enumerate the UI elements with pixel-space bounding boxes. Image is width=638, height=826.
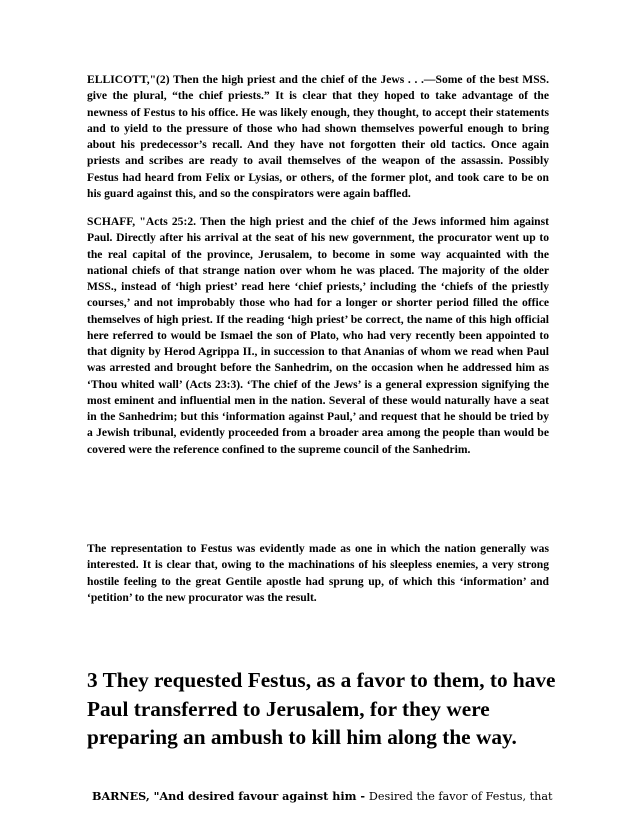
ellicott-commentary: ELLICOTT,"(2) Then the high priest and the chief of the Jews . . .—Some of the best MSS. give the plural, “the chief priests.” It is clear that they hoped to take advantage of the newness of Festus to his office. He was likely enough, they thought, to accept their statements and to yield to the pressure of those who had shown themselves powerful enough to bring about his predecessor’s recall. And they have not forgotten their old tactics. Once again priests and scribes are ready to avail themselves of the weapon of the assassin. Possibly Festus had heard from Felix or Lysias, or others, of the former plot, and took care to be on his guard against this, and so the conspirators were again baffled.	[87, 73, 549, 200]
representation-paragraph: The representation to Festus was evidently made as one in which the nation generally was interested. It is clear that, owing to the machinations of his sleepless enemies, a very strong hostile feeling to the great Gentile apostle had sprung up, of which this ‘information’ and ‘petition’ to the new procurator was the result.	[87, 542, 549, 604]
schaff-commentary: SCHAFF, "Acts 25:2. Then the high priest and the chief of the Jews informed him against Paul. Directly after his arrival at the seat of his new government, the procurator went up to the real capital of the province, Jerusalem, to become in some way acquainted with the national chiefs of that strange nation over whom he was placed. The majority of the older MSS., instead of ‘high priest’ read here ‘chief priests,’ including the ‘chiefs of the priestly courses,’ and not improbably those who had for a longer or shorter period filled the office themselves of high priest. If the reading ‘high priest’ be correct, the name of this high official here referred to would be Ismael the son of Plato, who had very recently been appointed to that dignity by Herod Agrippa II., in succession to that Ananias of whom we read when Paul was arrested and brought before the Sanhedrim, on the occasion when he addressed him as ‘Thou whited wall’ (Acts 23:3). ‘The chief of the Jews’ is a general expression signifying the most eminent and influential men in the nation. Several of these would naturally have a seat in the Sanhedrim; but this ‘information against Paul,’ and request that he should be tried by a Jewish tribunal, evidently proceeded from a broader area among the people than would be covered were the reference confined to the supreme council of the Sanhedrim.	[87, 215, 549, 456]
barnes-lead: BARNES, "And desired favour against him -	[92, 789, 369, 803]
barnes-text: Desired the favor of Festus, that	[368, 790, 553, 803]
barnes-commentary	[92, 788, 562, 805]
verse-heading: 3 They requested Festus, as a favor to them, to have Paul transferred to Jerusalem, for they were preparing an ambush to kill him along the way.	[87, 668, 556, 749]
